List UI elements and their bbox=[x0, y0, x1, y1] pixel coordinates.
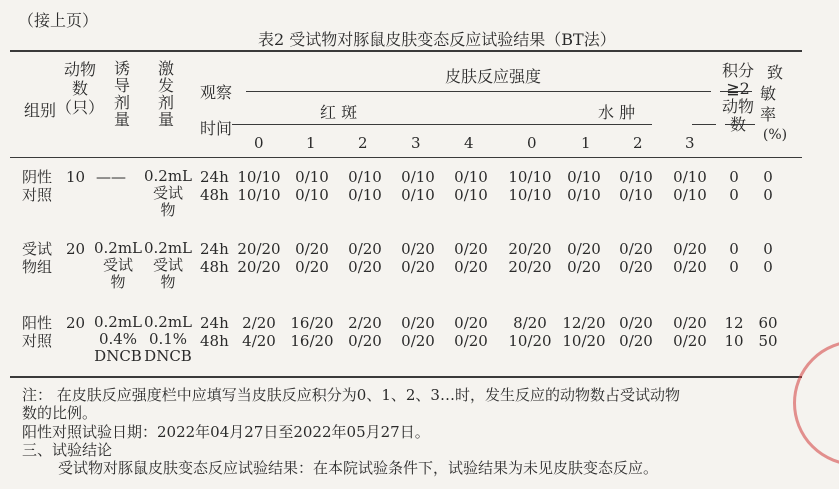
table-row-group: 阴性 对照 bbox=[22, 168, 53, 204]
table-row-ery-4: 0/20 0/20 bbox=[454, 240, 488, 276]
header-group: 组别 bbox=[24, 101, 57, 120]
note-line-1: 注： 在皮肤反应强度栏中应填写当皮肤反应积分为0、1、2、3…时，发生反应的动物数占受试动物 bbox=[22, 386, 680, 404]
table-row-ery-2: 0/10 0/10 bbox=[348, 168, 382, 204]
table-row-count: 20 bbox=[66, 314, 86, 332]
conclusion-text: 受试物对豚鼠皮肤变态反应试验结果：在本院试验条件下，试验结果为未见皮肤变态反应。 bbox=[58, 459, 659, 477]
table-row-ery-0: 20/20 20/20 bbox=[237, 240, 281, 276]
note-positive-date: 阳性对照试验日期：2022年04月27日至2022年05月27日。 bbox=[22, 423, 430, 441]
header-sensitization-rate: 致 敏率 (%) bbox=[760, 63, 788, 143]
table-row-ede-2: 0/20 0/20 bbox=[619, 240, 653, 276]
header-skin-reaction: 皮肤反应强度 bbox=[445, 67, 542, 86]
table-row-challenge: 0.2mL 受试 物 bbox=[143, 167, 193, 219]
table-row-ery-1: 16/20 16/20 bbox=[290, 314, 334, 350]
edema-score-3: 3 bbox=[685, 134, 695, 152]
erythema-edema-rule bbox=[232, 124, 652, 125]
table-row-ery-0: 2/20 4/20 bbox=[242, 314, 276, 350]
table-row-challenge: 0.2mL 受试 物 bbox=[143, 239, 193, 291]
table-title: 表2 受试物对豚鼠皮肤变态反应试验结果（BT法） bbox=[258, 30, 616, 49]
table-row-challenge: 0.2mL 0.1% DNCB bbox=[143, 313, 193, 365]
table-row-group: 受试 物组 bbox=[22, 240, 53, 276]
erythema-score-2: 2 bbox=[358, 134, 368, 152]
table-row-ery-4: 0/10 0/10 bbox=[454, 168, 488, 204]
table-row-animals: 12 10 bbox=[724, 314, 744, 350]
table-row-rate: 0 0 bbox=[763, 240, 773, 276]
header-challenge-dose: 激 发 剂 量 bbox=[157, 59, 174, 129]
table-row-group: 阳性 对照 bbox=[22, 314, 53, 350]
table-bottom-rule bbox=[10, 376, 802, 378]
erythema-score-3: 3 bbox=[411, 134, 421, 152]
table-row-ery-3: 0/10 0/10 bbox=[401, 168, 435, 204]
table-row-rate: 0 0 bbox=[763, 168, 773, 204]
table-row-ede-0: 10/10 10/10 bbox=[508, 168, 552, 204]
header-erythema: 红 斑 bbox=[320, 103, 358, 122]
table-row-ede-1: 12/20 10/20 bbox=[562, 314, 606, 350]
table-row-induction: 0.2mL 受试 物 bbox=[93, 239, 143, 291]
erythema-score-1: 1 bbox=[306, 134, 316, 152]
edema-score-0: 0 bbox=[527, 134, 537, 152]
table-row-ede-0: 20/20 20/20 bbox=[508, 240, 552, 276]
table-row-ery-1: 0/20 0/20 bbox=[295, 240, 329, 276]
table-row-ery-3: 0/20 0/20 bbox=[401, 314, 435, 350]
table-row-times: 24h 48h bbox=[200, 240, 229, 276]
header-observe: 观察 bbox=[200, 83, 233, 102]
table-row-ery-1: 0/10 0/10 bbox=[295, 168, 329, 204]
edema-rule-tail bbox=[692, 124, 716, 125]
table-top-rule bbox=[10, 50, 802, 52]
table-row-ery-2: 2/20 0/20 bbox=[348, 314, 382, 350]
table-row-times: 24h 48h bbox=[200, 168, 229, 204]
table-row-ery-2: 0/20 0/20 bbox=[348, 240, 382, 276]
continued-label: （接上页） bbox=[18, 11, 99, 30]
table-row-animals: 0 0 bbox=[729, 168, 739, 204]
seal-stamp-icon bbox=[793, 340, 839, 466]
table-row-ery-0: 10/10 10/10 bbox=[237, 168, 281, 204]
table-row-induction: 0.2mL 0.4% DNCB bbox=[93, 313, 143, 365]
header-bottom-rule bbox=[10, 157, 802, 158]
table-row-count: 10 bbox=[66, 168, 86, 186]
section-conclusion-heading: 三、试验结论 bbox=[22, 441, 113, 459]
erythema-score-0: 0 bbox=[254, 134, 264, 152]
table-row-ede-3: 0/10 0/10 bbox=[673, 168, 707, 204]
skin-reaction-rule bbox=[246, 91, 711, 92]
table-row-ery-4: 0/20 0/20 bbox=[454, 314, 488, 350]
table-row-ede-1: 0/20 0/20 bbox=[567, 240, 601, 276]
table-row-ede-0: 8/20 10/20 bbox=[508, 314, 552, 350]
header-score-animals: 积分 ≧2 动物 数 bbox=[721, 61, 754, 134]
erythema-score-4: 4 bbox=[464, 134, 474, 152]
table-row-ede-2: 0/20 0/20 bbox=[619, 314, 653, 350]
table-row-ery-3: 0/20 0/20 bbox=[401, 240, 435, 276]
header-induction-dose: 诱 导 剂 量 bbox=[113, 59, 130, 129]
note-line-2: 数的比例。 bbox=[22, 404, 98, 422]
edema-score-2: 2 bbox=[633, 134, 643, 152]
table-row-times: 24h 48h bbox=[200, 314, 229, 350]
table-row-rate: 60 50 bbox=[758, 314, 778, 350]
header-time: 时间 bbox=[200, 119, 233, 138]
table-row-ede-3: 0/20 0/20 bbox=[673, 314, 707, 350]
table-row-ede-2: 0/10 0/10 bbox=[619, 168, 653, 204]
table-row-count: 20 bbox=[66, 240, 86, 258]
table-row-animals: 0 0 bbox=[729, 240, 739, 276]
edema-score-1: 1 bbox=[581, 134, 591, 152]
table-row-ede-3: 0/20 0/20 bbox=[673, 240, 707, 276]
table-row-ede-1: 0/10 0/10 bbox=[567, 168, 601, 204]
header-animal-count: 动物 数 （只） bbox=[56, 60, 105, 117]
header-edema: 水 肿 bbox=[598, 103, 636, 122]
table-row-induction: —— bbox=[96, 168, 126, 186]
